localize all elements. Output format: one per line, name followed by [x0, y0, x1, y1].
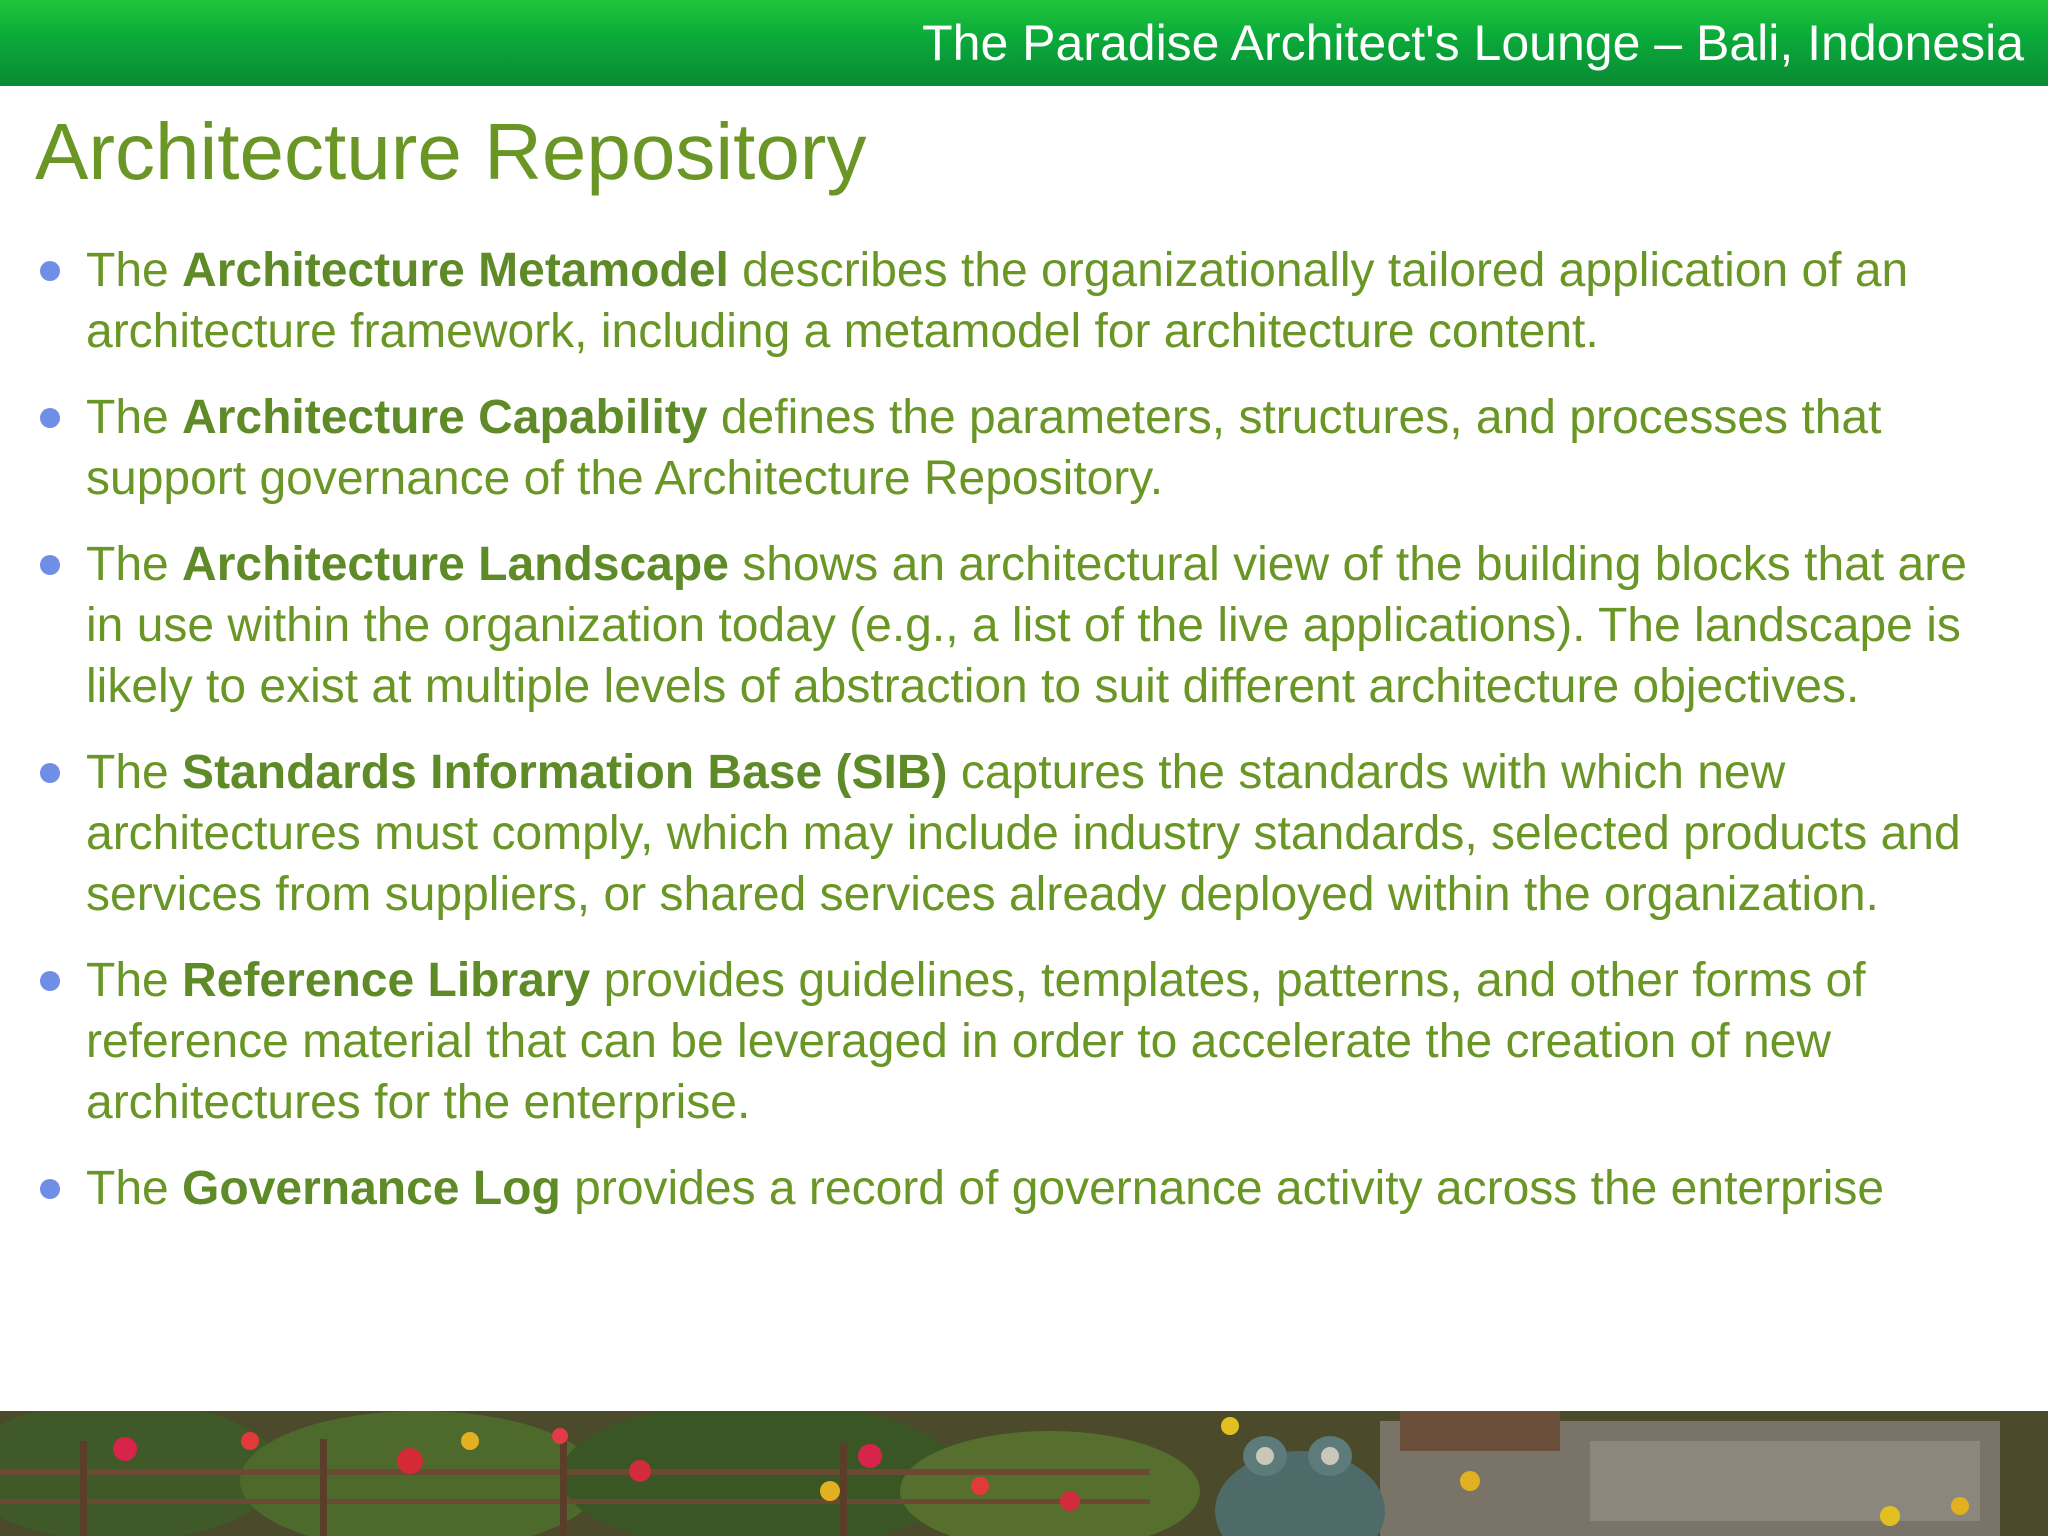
bullet-prefix: The	[86, 746, 183, 799]
bullet-dot-icon	[40, 971, 60, 991]
bullet-prefix: The	[86, 538, 183, 591]
garden-photo-illustration	[0, 1411, 2048, 1536]
bullet-prefix: The	[86, 244, 183, 297]
bullet-text	[86, 742, 2008, 925]
header-band	[0, 0, 2048, 86]
bullet-term: Architecture Metamodel	[182, 244, 729, 297]
bullet-description: captures the standards with which new architectures must comply, which may include industry standards, selected products and services from suppliers, or shared services already deployed within the organization.	[86, 746, 1961, 921]
bullet-text	[86, 950, 2008, 1133]
bullet-term: Architecture Capability	[182, 391, 708, 444]
bullet-prefix: The	[86, 391, 183, 444]
bullet-text	[86, 240, 2008, 362]
bullet-item	[0, 742, 2048, 925]
slide-title: Architecture Repository	[35, 107, 867, 196]
bullet-dot-icon	[40, 555, 60, 575]
bullet-item	[0, 950, 2048, 1133]
bullet-description: describes the organizationally tailored application of an architecture framework, including a metamodel for architecture content.	[86, 244, 1909, 358]
bullet-description: shows an architectural view of the building blocks that are in use within the organization today (e.g., a list of the live applications). The landscape is likely to exist at multiple levels of abstraction to suit different architecture objectives.	[86, 538, 1967, 713]
bullet-item	[0, 387, 2048, 509]
bullet-term: Architecture Landscape	[182, 538, 729, 591]
bullet-text	[86, 1158, 2008, 1219]
bullet-description: provides guidelines, templates, patterns, and other forms of reference material that can be leveraged in order to accelerate the creation of new architectures for the enterprise.	[86, 954, 1866, 1129]
bullet-item	[0, 534, 2048, 717]
bullet-text	[86, 534, 2008, 717]
bullet-term: Standards Information Base (SIB)	[182, 746, 948, 799]
bullet-item	[0, 1158, 2048, 1219]
bullet-dot-icon	[40, 1179, 60, 1199]
bullet-description: provides a record of governance activity across the enterprise	[560, 1162, 1885, 1215]
garden-photo-strip	[0, 1411, 2048, 1536]
bullet-item	[0, 240, 2048, 362]
bullet-dot-icon	[40, 261, 60, 281]
bullet-term: Reference Library	[182, 954, 591, 1007]
bullet-prefix: The	[86, 954, 183, 1007]
bullet-text	[86, 387, 2008, 509]
bullet-term: Governance Log	[182, 1162, 561, 1215]
bullet-description: defines the parameters, structures, and processes that support governance of the Architecture Repository.	[86, 391, 1882, 505]
bullet-list	[0, 240, 2048, 1244]
bullet-dot-icon	[40, 763, 60, 783]
bullet-dot-icon	[40, 408, 60, 428]
header-title: The Paradise Architect's Lounge – Bali, Indonesia	[922, 15, 2024, 71]
bullet-prefix: The	[86, 1162, 183, 1215]
